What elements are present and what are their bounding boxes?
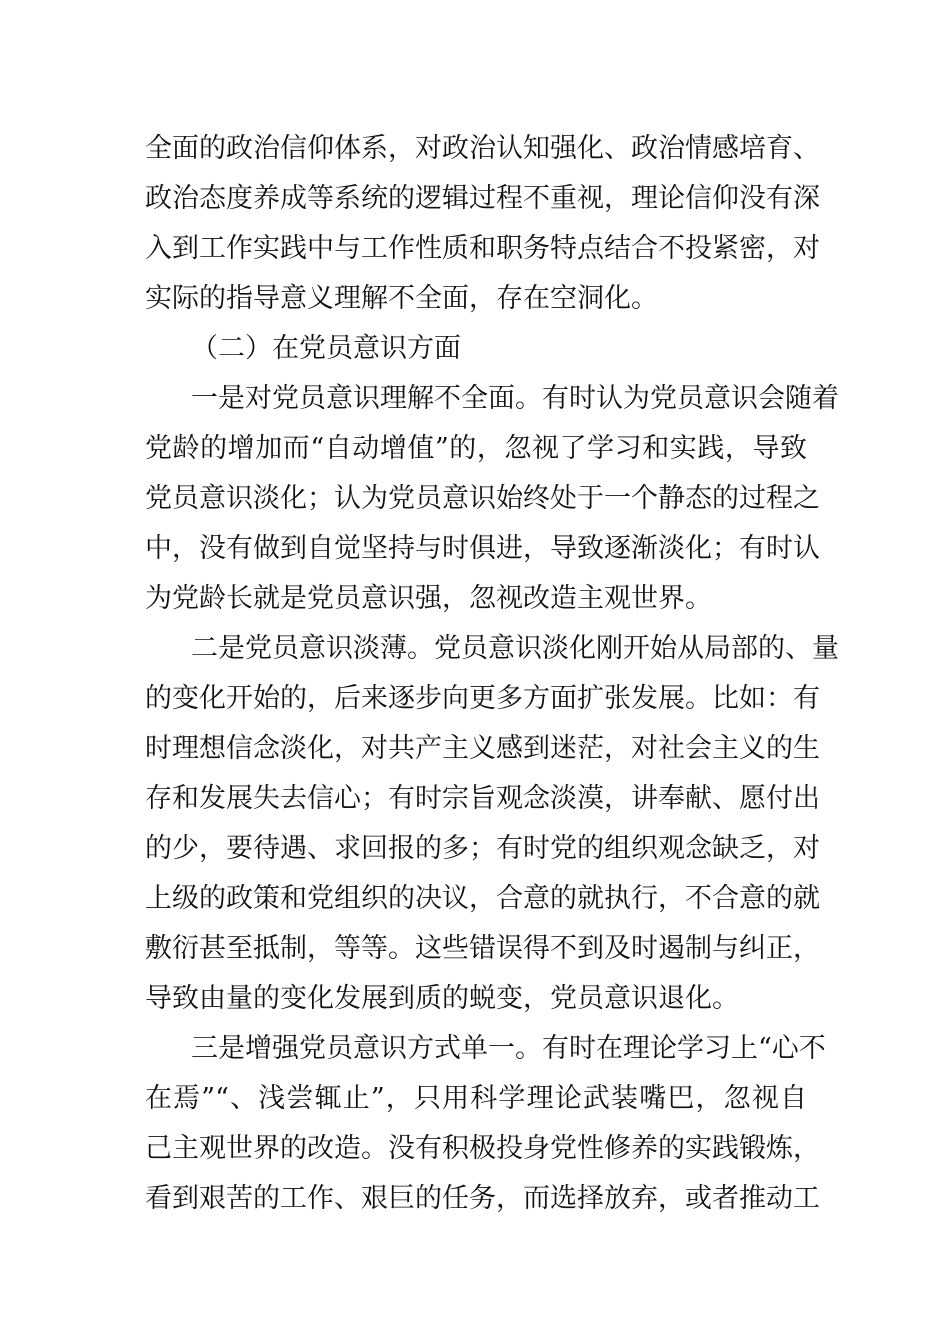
text-line: 党龄的增加而“自动增值”的，忽视了学习和实践，导致 <box>145 433 807 464</box>
text-line: 入到工作实践中与工作性质和职务特点结合不投紧密，对 <box>145 233 820 264</box>
text-line: 的少，要待遇、求回报的多；有时党的组织观念缺乏，对 <box>145 833 820 864</box>
text-line: 政治态度养成等系统的逻辑过程不重视，理论信仰没有深 <box>145 183 820 214</box>
text-line: 存和发展失去信心；有时宗旨观念淡漠，讲奉献、愿付出 <box>145 783 820 814</box>
text-line: 上级的政策和党组织的决议，合意的就执行，不合意的就 <box>145 883 820 914</box>
text-line: 的变化开始的，后来逐步向更多方面扩张发展。比如：有 <box>145 683 820 714</box>
body-text <box>145 124 839 1224</box>
paragraph-first-line: 二是党员意识淡薄。党员意识淡化刚开始从局部的、量 <box>191 633 839 664</box>
text-line: 为党龄长就是党员意识强，忽视改造主观世界。 <box>145 583 712 614</box>
text-line: 导致由量的变化发展到质的蜕变，党员意识退化。 <box>145 983 739 1014</box>
text-line: 时理想信念淡化，对共产主义感到迷茫，对社会主义的生 <box>145 733 820 764</box>
text-line: 敷衍甚至抵制，等等。这些错误得不到及时遏制与纠正， <box>145 933 820 964</box>
text-line: 己主观世界的改造。没有积极投身党性修养的实践锻炼， <box>145 1133 820 1164</box>
text-line: 中，没有做到自觉坚持与时俱进，导致逐渐淡化；有时认 <box>145 533 820 564</box>
section-heading: （二）在党员意识方面 <box>191 333 461 364</box>
paragraph-first-line: 一是对党员意识理解不全面。有时认为党员意识会随着 <box>191 383 839 414</box>
text-line: 党员意识淡化；认为党员意识始终处于一个静态的过程之 <box>145 483 820 514</box>
text-line: 实际的指导意义理解不全面，存在空洞化。 <box>145 283 658 314</box>
text-line: 看到艰苦的工作、艰巨的任务，而选择放弃，或者推动工 <box>145 1183 820 1214</box>
text-line: 全面的政治信仰体系，对政治认知强化、政治情感培育、 <box>145 133 820 164</box>
text-line: 在焉”“、浅尝辄止”，只用科学理论武装嘴巴，忽视自 <box>145 1083 807 1114</box>
paragraph-first-line: 三是增强党员意识方式单一。有时在理论学习上“心不 <box>191 1033 826 1064</box>
